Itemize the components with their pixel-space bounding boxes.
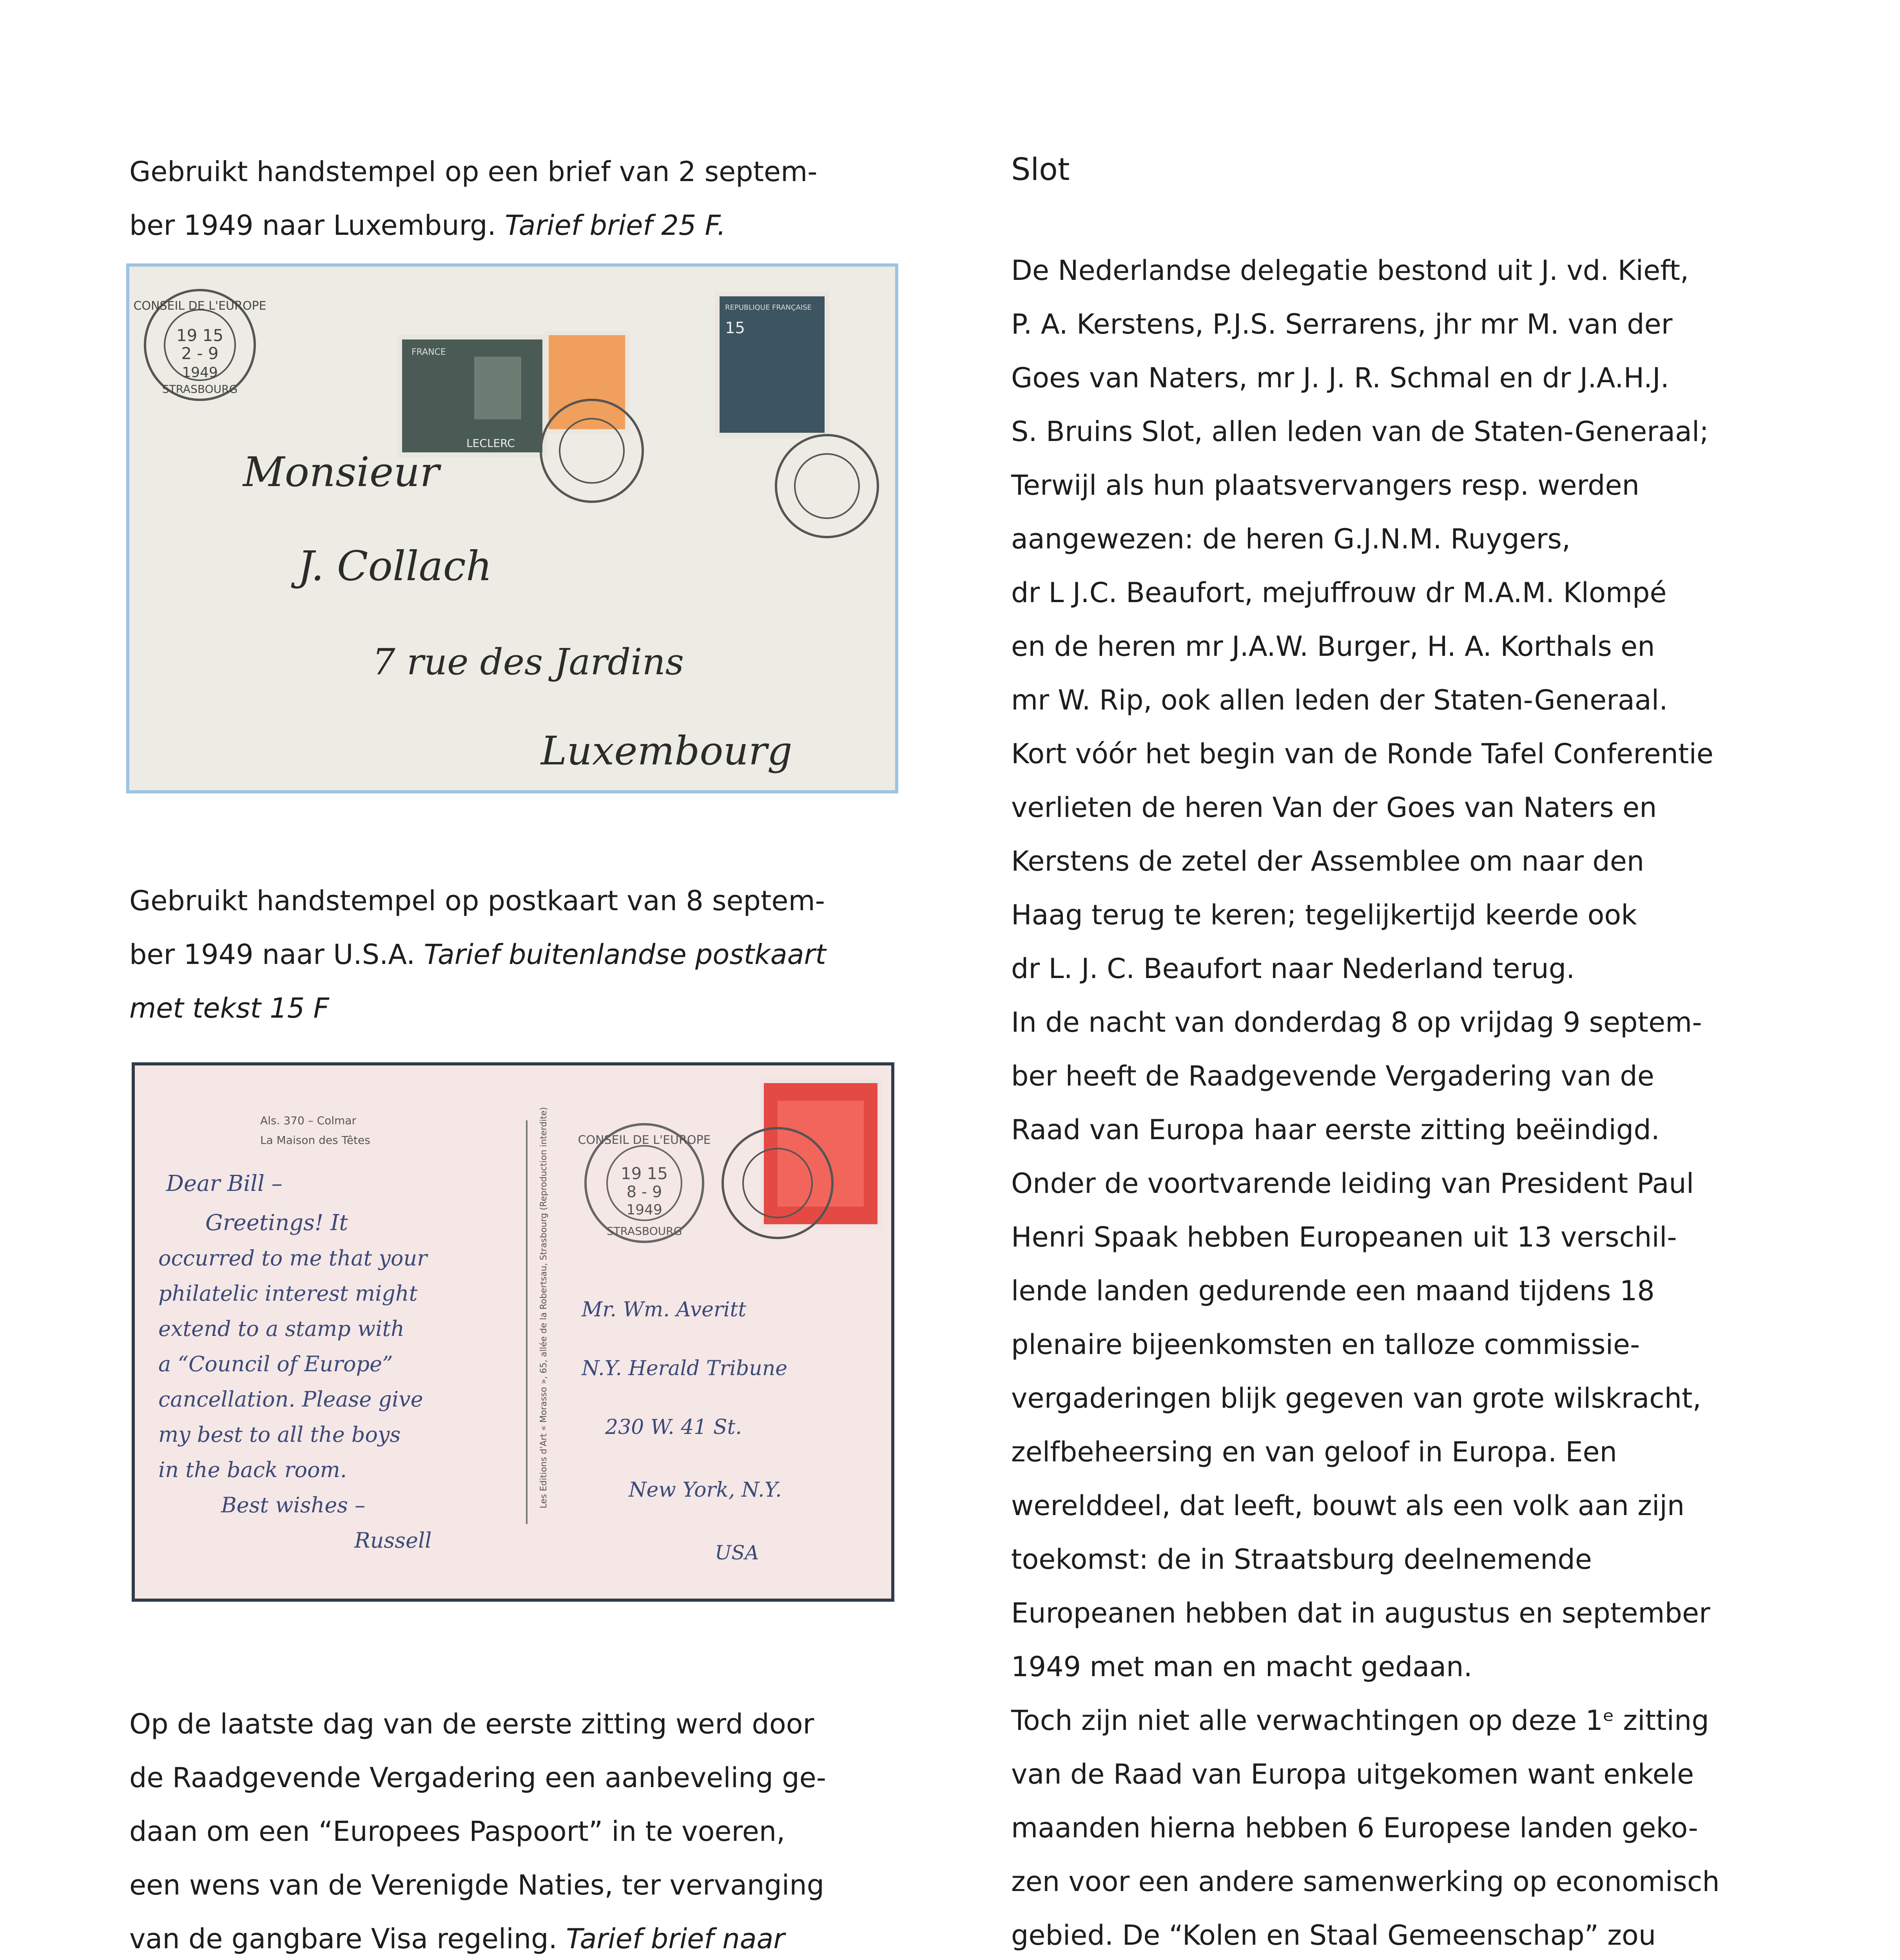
body-line: 1949 met man en macht gedaan. bbox=[1011, 1651, 1472, 1683]
caption-cover1 bbox=[129, 145, 909, 252]
body-line: Europeanen hebben dat in augustus en september bbox=[1011, 1597, 1710, 1629]
postmark-on-stamp bbox=[776, 435, 878, 537]
stamp-republique bbox=[717, 294, 827, 435]
svg-text:Mr. Wm. Averitt: Mr. Wm. Averitt bbox=[582, 1298, 747, 1321]
body-line: In de nacht van donderdag 8 op vrijdag 9 septem- bbox=[1011, 1006, 1702, 1038]
body-line: vergaderingen blijk gegeven van grote wilskracht, bbox=[1011, 1382, 1701, 1414]
body-line: Onder de voortvarende leiding van President Paul bbox=[1011, 1167, 1694, 1200]
section-heading: Slot bbox=[1011, 152, 1070, 187]
postmark-conseil-europe bbox=[578, 1124, 711, 1242]
body-line: S. Bruins Slot, allen leden van de Staten-Generaal; bbox=[1011, 416, 1709, 448]
printed-caption bbox=[260, 1114, 370, 1147]
svg-text:extend to a stamp with: extend to a stamp with bbox=[158, 1316, 404, 1341]
postmark-conseil-europe bbox=[133, 290, 266, 400]
svg-text:Monsieur: Monsieur bbox=[243, 448, 439, 496]
caption-line: daan om een “Europees Paspoort” in te voeren, bbox=[129, 1815, 785, 1847]
caption-line: een wens van de Verenigde Naties, ter vervanging bbox=[129, 1869, 825, 1901]
body-line: Kerstens de zetel der Assemblee om naar den bbox=[1011, 845, 1644, 877]
handwritten-address bbox=[242, 448, 792, 774]
svg-text:CONSEIL DE L'EUROPE: CONSEIL DE L'EUROPE bbox=[133, 299, 267, 313]
caption-line: Gebruikt handstempel op postkaart van 8 septem- bbox=[129, 885, 825, 917]
body-line: maanden hierna hebben 6 Europese landen geko- bbox=[1011, 1812, 1698, 1844]
body-line: Goes van Naters, mr J. J. R. Schmal en dr J.A.H.J. bbox=[1011, 362, 1670, 394]
body-line: Haag terug te keren; tegelijkertijd keerde ook bbox=[1011, 899, 1637, 931]
body-line: dr L J.C. Beaufort, mejuffrouw dr M.A.M. Klompé bbox=[1011, 577, 1667, 609]
svg-text:philatelic interest might: philatelic interest might bbox=[158, 1281, 418, 1306]
svg-text:8 - 9: 8 - 9 bbox=[626, 1183, 662, 1201]
caption-line: van de gangbare Visa regeling. Tarief brief naar bbox=[129, 1923, 785, 1955]
caption-line: Op de laatste dag van de eerste zitting werd door bbox=[129, 1708, 814, 1740]
svg-text:in the back room.: in the back room. bbox=[158, 1457, 347, 1482]
svg-text:N.Y. Herald Tribune: N.Y. Herald Tribune bbox=[582, 1357, 788, 1380]
body-line: lende landen gedurende een maand tijdens 18 bbox=[1011, 1275, 1655, 1307]
body-line: werelddeel, dat leeft, bouwt als een volk aan zijn bbox=[1011, 1490, 1685, 1522]
cover-luxembourg-photo bbox=[126, 263, 898, 793]
postcard-usa-photo bbox=[132, 1062, 894, 1602]
caption-line: de Raadgevende Vergadering een aanbeveling ge- bbox=[129, 1762, 826, 1794]
body-line: Henri Spaak hebben Europeanen uit 13 verschil- bbox=[1011, 1221, 1677, 1253]
body-line: zelfbeheersing en van geloof in Europa. Een bbox=[1011, 1436, 1617, 1468]
body-line: Raad van Europa haar eerste zitting beëindigd. bbox=[1011, 1114, 1660, 1146]
body-line: gebied. De “Kolen en Staal Gemeenschap” zou bbox=[1011, 1919, 1656, 1951]
svg-text:STRASBOURG: STRASBOURG bbox=[162, 383, 238, 396]
svg-text:a “Council of Europe”: a “Council of Europe” bbox=[158, 1352, 393, 1376]
svg-text:15: 15 bbox=[725, 319, 745, 337]
svg-text:Luxembourg: Luxembourg bbox=[541, 728, 792, 774]
body-line: verlieten de heren Van der Goes van Naters en bbox=[1011, 791, 1657, 824]
body-line: van de Raad van Europa uitgekomen want enkele bbox=[1011, 1758, 1694, 1790]
svg-text:Russell: Russell bbox=[354, 1528, 432, 1553]
svg-text:occurred to me that your: occurred to me that your bbox=[158, 1246, 427, 1270]
svg-text:1949: 1949 bbox=[182, 365, 218, 381]
caption-line: Gebruikt handstempel op een brief van 2 septem- bbox=[129, 156, 818, 188]
svg-text:7 rue des Jardins: 7 rue des Jardins bbox=[372, 641, 684, 683]
body-line: zen voor een andere samenwerking op economisch bbox=[1011, 1866, 1720, 1898]
body-text bbox=[1011, 244, 1768, 1960]
caption-postcard bbox=[129, 874, 909, 1035]
svg-text:1949: 1949 bbox=[626, 1202, 662, 1218]
body-line: en de heren mr J.A.W. Burger, H. A. Korthals en bbox=[1011, 630, 1655, 662]
svg-text:19 15: 19 15 bbox=[176, 326, 224, 345]
handwritten-message bbox=[158, 1171, 431, 1553]
caption-cover3 bbox=[129, 1697, 909, 1960]
body-line: P. A. Kerstens, P.J.S. Serrarens, jhr mr M. van der bbox=[1011, 308, 1673, 340]
handwritten-address bbox=[581, 1298, 787, 1564]
svg-text:REPUBLIQUE FRANÇAISE: REPUBLIQUE FRANÇAISE bbox=[725, 303, 812, 312]
svg-text:LECLERC: LECLERC bbox=[466, 437, 515, 450]
body-line: Toch zijn niet alle verwachtingen op deze 1ᵉ zitting bbox=[1011, 1704, 1709, 1737]
body-line: De Nederlandse delegatie bestond uit J. vd. Kieft, bbox=[1011, 254, 1689, 287]
stamp-leclerc bbox=[400, 337, 545, 455]
svg-text:New York, N.Y.: New York, N.Y. bbox=[629, 1478, 782, 1502]
svg-text:my best to all the boys: my best to all the boys bbox=[158, 1422, 401, 1447]
stamp-marianne-orange bbox=[547, 333, 627, 431]
caption-line: ber 1949 naar Luxemburg. Tarief brief 25 F. bbox=[129, 209, 726, 241]
body-line: toekomst: de in Straatsburg deelnemende bbox=[1011, 1543, 1592, 1575]
body-line: aangewezen: de heren G.J.N.M. Ruygers, bbox=[1011, 523, 1571, 555]
svg-text:La Maison des Têtes: La Maison des Têtes bbox=[260, 1134, 370, 1147]
body-line: Kort vóór het begin van de Ronde Tafel Conferentie bbox=[1011, 738, 1713, 770]
svg-text:STRASBOURG: STRASBOURG bbox=[606, 1225, 682, 1238]
section-slot bbox=[1011, 143, 1768, 1960]
svg-text:Best wishes –: Best wishes – bbox=[221, 1493, 366, 1517]
svg-text:cancellation. Please give: cancellation. Please give bbox=[158, 1387, 423, 1412]
svg-text:2 - 9: 2 - 9 bbox=[181, 344, 219, 363]
caption-line: ber 1949 naar U.S.A. Tarief buitenlandse postkaart bbox=[129, 938, 826, 971]
body-line: plenaire bijeenkomsten en talloze commissie- bbox=[1011, 1328, 1640, 1361]
publisher-line: Les Editions d'Art « Morasso », 65, allée de la Robertsau, Strasbourg (Reproduction interdite) bbox=[539, 1107, 549, 1508]
caption-line: met tekst 15 F bbox=[129, 992, 329, 1024]
body-line: mr W. Rip, ook allen leden der Staten-Generaal. bbox=[1011, 684, 1668, 716]
svg-text:230 W. 41 St.: 230 W. 41 St. bbox=[605, 1416, 742, 1439]
body-line: dr L. J. C. Beaufort naar Nederland terug. bbox=[1011, 953, 1575, 985]
svg-text:Als. 370 – Colmar: Als. 370 – Colmar bbox=[260, 1114, 356, 1127]
stamp-marianne-red bbox=[762, 1081, 879, 1226]
svg-text:19 15: 19 15 bbox=[620, 1164, 668, 1183]
svg-text:Dear Bill –: Dear Bill – bbox=[166, 1171, 283, 1196]
svg-text:Greetings! It: Greetings! It bbox=[205, 1210, 348, 1236]
body-line: Terwijl als hun plaatsvervangers resp. werden bbox=[1011, 469, 1639, 501]
svg-text:USA: USA bbox=[715, 1541, 759, 1564]
body-line: ber heeft de Raadgevende Vergadering van de bbox=[1011, 1060, 1654, 1092]
svg-text:J. Collach: J. Collach bbox=[298, 542, 492, 590]
svg-text:CONSEIL DE L'EUROPE: CONSEIL DE L'EUROPE bbox=[578, 1133, 711, 1147]
svg-text:FRANCE: FRANCE bbox=[412, 347, 446, 357]
